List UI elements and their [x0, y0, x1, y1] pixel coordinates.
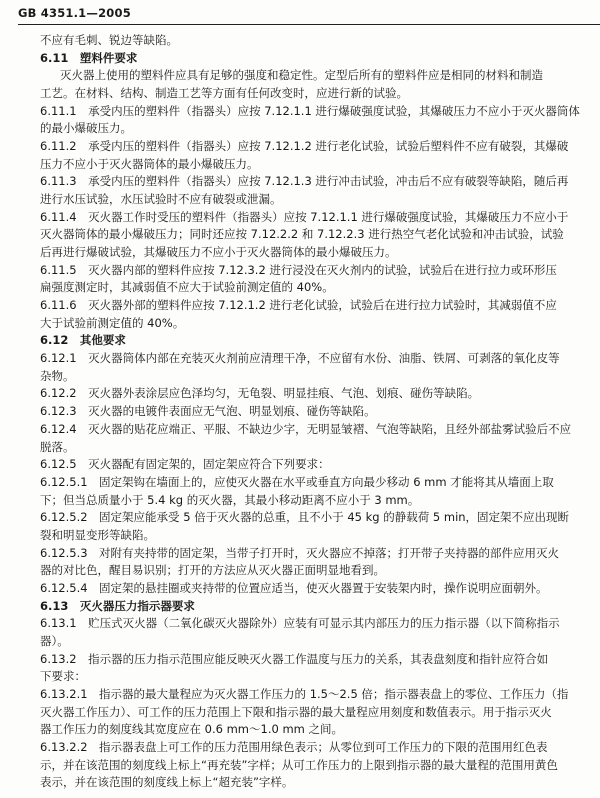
text-line: 器的对比色，醒目易识别；打开的方法应从灭火器正面明显地看到。 — [40, 563, 385, 578]
text-line: 灭火器筒体的最小爆破压力；同时还应按 7.12.2.2 和 7.12.2.3 进行热空气老化试验和冲击试验，试验 — [40, 227, 564, 242]
clause-6-11-3: 6.11.3 承受内压的塑料件（指器头）应按 7.12.1.3 进行冲击试验，冲击后不应有破裂等缺陷，随后再 — [40, 174, 569, 189]
text-line: 裂和明显变形等缺陷。 — [40, 527, 155, 542]
text-line: 杂物。 — [40, 368, 75, 383]
text-line: 大于试验前测定值的 40%。 — [40, 315, 185, 330]
clause-6-12-2: 6.12.2 灭火器外表涂层应色泽均匀，无龟裂、明显挂痕、气泡、划痕、碰伤等缺陷。 — [40, 386, 480, 401]
text-line: 示，并在该范围的刻度线上标上“再充装”字样；从可工作压力的上限到指示器的最大量程的范围用黄色 — [40, 757, 558, 772]
text-line: 工艺。在材料、结构、制造工艺等方面有任何改变时，应进行新的试验。 — [40, 86, 408, 101]
text-line: 灭火器工作压力）、可工作的压力范围上下限和指示器的最大量程应用刻度和数值表示。用于指示灭火 — [40, 704, 552, 719]
clause-6-13-2-2: 6.13.2.2 指示器表盘上可工作的压力范围用绿色表示；从零位到可工作压力的下限的范围用红色表 — [40, 739, 548, 754]
clause-6-12-5-4: 6.12.5.4 固定架的悬挂圈或夹持带的位置应适当，使灭火器置于安装架内时，操作说明应面朝外。 — [40, 580, 548, 595]
clause-6-11-6: 6.11.6 灭火器外部的塑料件应按 7.12.1.2 进行老化试验，试验后在进行拉力试验时，其减弱值不应 — [40, 298, 557, 313]
text-line: 灭火器上使用的塑料件应具有足够的强度和稳定性。定型后所有的塑料件应是相同的材料和制造 — [60, 68, 543, 83]
clause-6-12-4: 6.12.4 灭火器的贴花应端正、平服、不缺边少字，无明显皱褶、气泡等缺陷，且经外部盐雾试验后不应 — [40, 421, 572, 436]
text-line: 进行水压试验，水压试验时不应有破裂或泄漏。 — [40, 192, 282, 207]
clause-6-11-4: 6.11.4 灭火器工作时受压的塑料件（指器头）应按 7.12.1.1 进行爆破强度试验，其爆破压力不应小于 — [40, 209, 569, 224]
text-line: 器工作压力的刻度线其宽度应在 0.6 mm～1.0 mm 之间。 — [40, 722, 344, 737]
clause-6-12-5: 6.12.5 灭火器配有固定架的，固定架应符合下列要求： — [40, 457, 330, 472]
clause-6-11-1: 6.11.1 承受内压的塑料件（指器头）应按 7.12.1.1 进行爆破强度试验，其爆破压力不应小于灭火器筒体 — [40, 103, 580, 118]
clause-6-13-2-1: 6.13.2.1 指示器的最大量程应为灭火器工作压力的 1.5～2.5 倍；指示器表盘上的零位、工作压力（指 — [40, 686, 569, 701]
text-line: 扁强度测定时，其减弱值不应大于试验前测定值的 40%。 — [40, 280, 334, 295]
clause-6-12-3: 6.12.3 灭火器的电镀件表面应无气泡、明显划痕、碰伤等缺陷。 — [40, 404, 376, 419]
standard-code-header: GB 4351.1—2005 — [18, 6, 131, 20]
clause-6-12-5-3: 6.12.5.3 对附有夹持带的固定架，当带子打开时，灭火器应不掉落；打开带子夹持器的部件应用灭火 — [40, 545, 560, 560]
text-line: 的最小爆破压力。 — [40, 121, 132, 136]
text-line: 脱落。 — [40, 439, 75, 454]
text-line: 器）。 — [40, 633, 69, 648]
clause-6-11-5: 6.11.5 灭火器内部的塑料件应按 7.12.3.2 进行浸没在灭火剂内的试验，试验后在进行拉力或环形压 — [40, 262, 557, 277]
clause-6-11-2: 6.11.2 承受内压的塑料件（指器头）应按 7.12.1.2 进行老化试验，试验后塑料件不应有破裂，其爆破 — [40, 139, 569, 154]
text-line: 压力不应小于灭火器筒体的最小爆破压力。 — [40, 156, 259, 171]
text-line: 不应有毛刺、锐边等缺陷。 — [40, 33, 178, 47]
text-line: 下要求： — [40, 669, 86, 684]
clause-6-13-1: 6.13.1 贮压式灭火器（二氧化碳灭火器除外）应装有可显示其内部压力的压力指示器（以下简称指示 — [40, 616, 560, 631]
clause-6-12-5-1: 6.12.5.1 固定架钩在墙面上的，应使灭火器在水平或垂直方向最少移动 6 mm 才能将其从墙面上取 — [40, 474, 554, 489]
section-heading-6-11: 6.11 塑料件要求 — [40, 50, 138, 65]
text-line: 下；但当总质量小于 5.4 kg 的灭火器，其最小移动距离不应小于 3 mm。 — [40, 492, 420, 507]
section-heading-6-12: 6.12 其他要求 — [40, 333, 126, 348]
section-heading-6-13: 6.13 灭火器压力指示器要求 — [40, 598, 195, 613]
text-line: 表示，并在该范围的刻度线上标上“超充装”字样。 — [40, 775, 294, 790]
clause-6-13-2: 6.13.2 指示器的压力指示范围应能反映灭火器工作温度与压力的关系，其表盘刻度和指针应符合如 — [40, 651, 549, 666]
clause-6-12-5-2: 6.12.5.2 固定架应能承受 5 倍于灭火器的总重，且不小于 45 kg 的静载荷 5 min，固定架不应出现断 — [40, 510, 570, 525]
text-line: 后再进行爆破试验，其爆破压力不应小于灭火器筒体的最小爆破压力。 — [40, 245, 397, 260]
header-rule — [18, 24, 600, 25]
clause-6-12-1: 6.12.1 灭火器筒体内部在充装灭火剂前应清理干净，不应留有水份、油脂、铁屑、可剥落的氧化皮等 — [40, 351, 560, 366]
